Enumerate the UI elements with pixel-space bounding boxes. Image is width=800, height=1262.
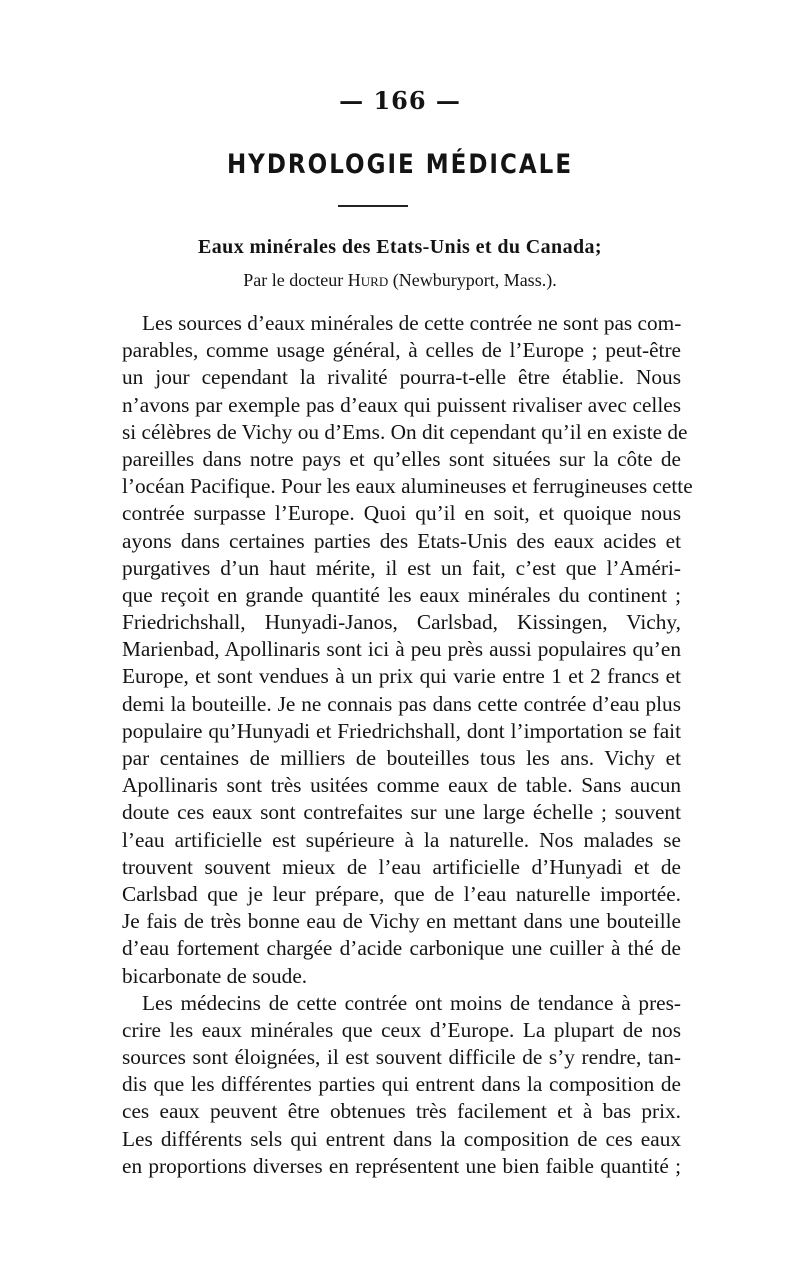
text-line: parables, comme usage général, à celles de l’Europe ; peut-être bbox=[122, 338, 681, 363]
text-line: bicarbonate de soude. bbox=[122, 963, 308, 988]
byline-prefix: Par le docteur bbox=[243, 270, 344, 290]
text-line: crire les eaux minérales que ceux d’Europe. La plupart de nos bbox=[122, 1017, 681, 1042]
text-line: dis que les différentes parties qui entrent dans la composition de bbox=[122, 1072, 681, 1097]
text-line: en proportions diverses en représentent une bien faible quantité ; bbox=[122, 1153, 681, 1178]
page-number: — 166 — bbox=[339, 86, 461, 115]
text-line: contrée surpasse l’Europe. Quoi qu’il en soit, et quoique nous bbox=[122, 501, 681, 526]
text-line: Apollinaris sont très usitées comme eaux de table. Sans aucun bbox=[122, 773, 681, 798]
text-line: trouvent souvent mieux de l’eau artificielle d’Hunyadi et de bbox=[122, 854, 681, 879]
text-line: Les différents sels qui entrent dans la composition de ces eaux bbox=[122, 1126, 681, 1151]
text-line: pareilles dans notre pays et qu’elles sont situées sur la côte de bbox=[122, 446, 681, 471]
text-line: par centaines de milliers de bouteilles tous les ans. Vichy et bbox=[122, 746, 681, 770]
text-line: que reçoit en grande quantité les eaux minérales du continent ; bbox=[122, 582, 681, 607]
text-line: ces eaux peuvent être obtenues très facilement et à bas prix. bbox=[122, 1099, 681, 1124]
text-line: Les médecins de cette contrée ont moins de tendance à pres- bbox=[142, 990, 681, 1015]
text-line: demi la bouteille. Je ne connais pas dans cette contrée d’eau plus bbox=[122, 691, 681, 716]
title-divider bbox=[338, 205, 408, 207]
text-line: d’eau fortement chargée d’acide carbonique une cuiller à thé de bbox=[122, 936, 681, 961]
article-body bbox=[122, 310, 693, 1180]
text-line: sources sont éloignées, il est souvent difficile de s’y rendre, tan- bbox=[122, 1045, 681, 1070]
text-line: n’avons par exemple pas d’eaux qui puissent rivaliser avec celles bbox=[122, 392, 681, 417]
byline bbox=[0, 270, 800, 291]
text-line: Friedrichshall, Hunyadi-Janos, Carlsbad, Kissingen, Vichy, bbox=[122, 610, 681, 635]
author-name: Hurd bbox=[347, 270, 389, 290]
text-line: Europe, et sont vendues à un prix qui varie entre 1 et 2 francs et bbox=[122, 664, 681, 689]
text-line: populaire qu’Hunyadi et Friedrichshall, dont l’importation se fait bbox=[122, 718, 681, 743]
text-line: un jour cependant la rivalité pourra-t-elle être établie. Nous bbox=[122, 365, 681, 390]
text-line: doute ces eaux sont contrefaites sur une large échelle ; souvent bbox=[122, 800, 681, 825]
text-line: Carlsbad que je leur prépare, que de l’eau naturelle importée. bbox=[122, 881, 681, 906]
section-title: HYDROLOGIE MÉDICALE bbox=[226, 150, 574, 180]
text-line: si célèbres de Vichy ou d’Ems. On dit cependant qu’il en existe de bbox=[122, 419, 688, 444]
text-line: ayons dans certaines parties des Etats-Unis des eaux acides et bbox=[122, 528, 681, 553]
text-line: Marienbad, Apollinaris sont ici à peu près aussi populaires qu’en bbox=[122, 637, 681, 662]
text-line: Je fais de très bonne eau de Vichy en mettant dans une bouteille bbox=[122, 909, 681, 934]
text-line: l’eau artificielle est supérieure à la naturelle. Nos malades se bbox=[122, 827, 681, 852]
text-line: l’océan Pacifique. Pour les eaux alumineuses et ferrugineuses cette bbox=[122, 474, 693, 499]
article-title: Eaux minérales des Etats-Unis et du Canada; bbox=[198, 236, 602, 258]
byline-affiliation: (Newburyport, Mass.). bbox=[392, 270, 557, 290]
text-line: purgatives d’un haut mérite, il est un fait, c’est que l’Améri- bbox=[122, 555, 681, 580]
text-line: Les sources d’eaux minérales de cette contrée ne sont pas com- bbox=[142, 311, 682, 335]
